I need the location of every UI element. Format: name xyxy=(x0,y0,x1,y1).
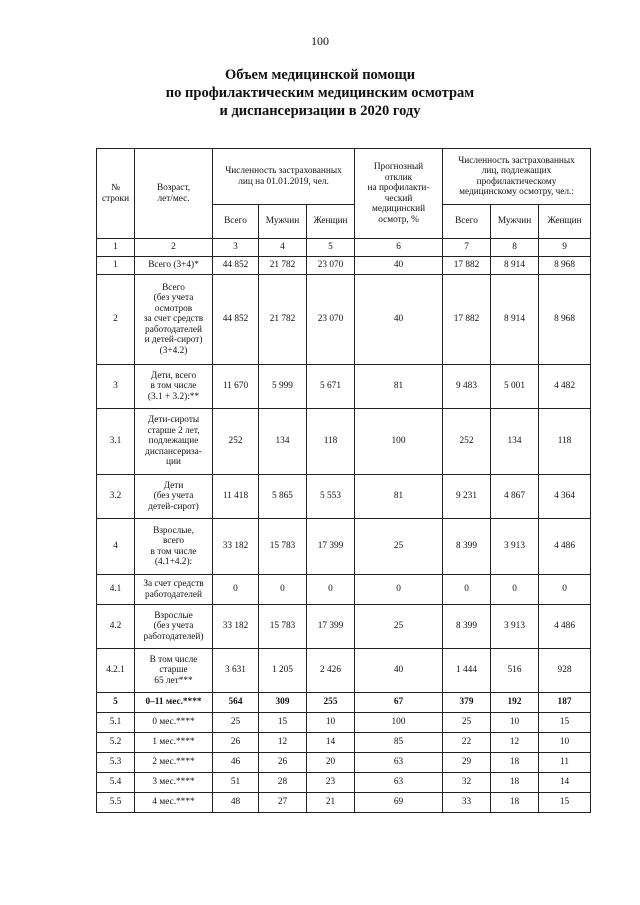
age-cell: 0–11 мес.**** xyxy=(135,693,213,713)
subject-total-cell: 9 483 xyxy=(443,365,491,409)
insured-total-cell: 564 xyxy=(213,693,259,713)
page-number: 100 xyxy=(311,34,329,48)
insured-total-cell: 3 631 xyxy=(213,649,259,693)
subject-women-cell: 4 486 xyxy=(539,605,591,649)
subject-women-cell: 15 xyxy=(539,793,591,813)
subject-men-cell: 3 913 xyxy=(491,519,539,575)
subject-men-cell: 516 xyxy=(491,649,539,693)
insured-total-cell: 33 182 xyxy=(213,519,259,575)
subject-total-cell: 8 399 xyxy=(443,519,491,575)
row-number-cell: 5.3 xyxy=(97,753,135,773)
insured-men-cell: 134 xyxy=(259,409,307,475)
insured-men-cell: 15 783 xyxy=(259,605,307,649)
forecast-cell: 85 xyxy=(355,733,443,753)
subject-men-cell: 18 xyxy=(491,773,539,793)
insured-men-cell: 12 xyxy=(259,733,307,753)
column-number-row xyxy=(97,239,591,257)
subject-men-cell: 10 xyxy=(491,713,539,733)
insured-total-cell: 51 xyxy=(213,773,259,793)
insured-total-cell: 252 xyxy=(213,409,259,475)
insured-women-cell: 14 xyxy=(307,733,355,753)
insured-women-cell: 5 553 xyxy=(307,475,355,519)
age-cell: Дети-сироты старше 2 лет, подлежащие диспансериза- ции xyxy=(135,409,213,475)
age-cell: 0 мес.**** xyxy=(135,713,213,733)
subject-men-cell: 0 xyxy=(491,575,539,605)
medical-volume-table xyxy=(96,148,591,813)
header-subject-women: Женщин xyxy=(539,205,591,239)
row-number-cell: 3.2 xyxy=(97,475,135,519)
column-number: 4 xyxy=(259,239,307,257)
age-cell: За счет средств работодателей xyxy=(135,575,213,605)
table-row xyxy=(97,753,591,773)
subject-total-cell: 25 xyxy=(443,713,491,733)
table-row xyxy=(97,649,591,693)
row-number-cell: 5.5 xyxy=(97,793,135,813)
insured-total-cell: 46 xyxy=(213,753,259,773)
table-row xyxy=(97,605,591,649)
column-number: 2 xyxy=(135,239,213,257)
header-row-1 xyxy=(97,149,591,205)
subject-women-cell: 14 xyxy=(539,773,591,793)
subject-men-cell: 18 xyxy=(491,793,539,813)
table-row xyxy=(97,275,591,365)
column-number: 5 xyxy=(307,239,355,257)
age-cell: Дети (без учета детей-сирот) xyxy=(135,475,213,519)
insured-total-cell: 0 xyxy=(213,575,259,605)
insured-women-cell: 5 671 xyxy=(307,365,355,409)
row-number-cell: 4.1 xyxy=(97,575,135,605)
insured-men-cell: 0 xyxy=(259,575,307,605)
insured-women-cell: 118 xyxy=(307,409,355,475)
subject-women-cell: 15 xyxy=(539,713,591,733)
subject-women-cell: 8 968 xyxy=(539,257,591,275)
forecast-cell: 81 xyxy=(355,365,443,409)
header-age: Возраст, лет/мес. xyxy=(135,149,213,239)
insured-men-cell: 27 xyxy=(259,793,307,813)
forecast-cell: 25 xyxy=(355,605,443,649)
insured-women-cell: 17 399 xyxy=(307,519,355,575)
table-row xyxy=(97,773,591,793)
insured-women-cell: 23 070 xyxy=(307,275,355,365)
column-number: 3 xyxy=(213,239,259,257)
subject-women-cell: 11 xyxy=(539,753,591,773)
document-title xyxy=(0,66,640,120)
insured-men-cell: 5 865 xyxy=(259,475,307,519)
header-forecast-response: Прогнозный отклик на профилакти- ческий медицинский осмотр, % xyxy=(355,149,443,239)
header-insured-total: Всего xyxy=(213,205,259,239)
subject-total-cell: 17 882 xyxy=(443,257,491,275)
insured-men-cell: 1 205 xyxy=(259,649,307,693)
row-number-cell: 5.4 xyxy=(97,773,135,793)
column-number: 9 xyxy=(539,239,591,257)
subject-women-cell: 4 482 xyxy=(539,365,591,409)
forecast-cell: 67 xyxy=(355,693,443,713)
column-number: 7 xyxy=(443,239,491,257)
row-number-cell: 4.2.1 xyxy=(97,649,135,693)
insured-men-cell: 15 xyxy=(259,713,307,733)
subject-men-cell: 4 867 xyxy=(491,475,539,519)
insured-women-cell: 23 070 xyxy=(307,257,355,275)
table-row xyxy=(97,475,591,519)
subject-total-cell: 22 xyxy=(443,733,491,753)
row-number-cell: 4 xyxy=(97,519,135,575)
header-insured-group: Численность застрахованных лиц на 01.01.2019, чел. xyxy=(213,149,355,205)
insured-women-cell: 255 xyxy=(307,693,355,713)
age-cell: 3 мес.**** xyxy=(135,773,213,793)
insured-men-cell: 28 xyxy=(259,773,307,793)
forecast-cell: 25 xyxy=(355,519,443,575)
subject-women-cell: 0 xyxy=(539,575,591,605)
table-row xyxy=(97,693,591,713)
table-row xyxy=(97,519,591,575)
insured-men-cell: 26 xyxy=(259,753,307,773)
forecast-cell: 40 xyxy=(355,275,443,365)
subject-men-cell: 3 913 xyxy=(491,605,539,649)
row-number-cell: 4.2 xyxy=(97,605,135,649)
subject-women-cell: 10 xyxy=(539,733,591,753)
insured-total-cell: 25 xyxy=(213,713,259,733)
insured-women-cell: 23 xyxy=(307,773,355,793)
insured-total-cell: 48 xyxy=(213,793,259,813)
insured-women-cell: 17 399 xyxy=(307,605,355,649)
forecast-cell: 81 xyxy=(355,475,443,519)
table-body xyxy=(97,257,591,813)
insured-total-cell: 11 670 xyxy=(213,365,259,409)
forecast-cell: 0 xyxy=(355,575,443,605)
forecast-cell: 100 xyxy=(355,713,443,733)
age-cell: Дети, всего в том числе (3.1 + 3.2):** xyxy=(135,365,213,409)
subject-total-cell: 32 xyxy=(443,773,491,793)
age-cell: Всего (без учета осмотров за счет средств работодателей и детей-сирот) (3+4.2) xyxy=(135,275,213,365)
subject-men-cell: 192 xyxy=(491,693,539,713)
subject-men-cell: 5 001 xyxy=(491,365,539,409)
title-line-2: по профилактическим медицинским осмотрам xyxy=(165,85,475,101)
age-cell: В том числе старше 65 лет*** xyxy=(135,649,213,693)
row-number-cell: 3.1 xyxy=(97,409,135,475)
insured-total-cell: 44 852 xyxy=(213,257,259,275)
insured-women-cell: 10 xyxy=(307,713,355,733)
insured-men-cell: 21 782 xyxy=(259,275,307,365)
age-cell: 1 мес.**** xyxy=(135,733,213,753)
table-row xyxy=(97,365,591,409)
header-subject-men: Мужчин xyxy=(491,205,539,239)
subject-men-cell: 12 xyxy=(491,733,539,753)
subject-women-cell: 4 486 xyxy=(539,519,591,575)
row-number-cell: 1 xyxy=(97,257,135,275)
subject-men-cell: 8 914 xyxy=(491,257,539,275)
column-number: 8 xyxy=(491,239,539,257)
column-number: 6 xyxy=(355,239,443,257)
header-subject-total: Всего xyxy=(443,205,491,239)
insured-total-cell: 11 418 xyxy=(213,475,259,519)
subject-total-cell: 252 xyxy=(443,409,491,475)
row-number-cell: 5.2 xyxy=(97,733,135,753)
forecast-cell: 63 xyxy=(355,773,443,793)
row-number-cell: 5.1 xyxy=(97,713,135,733)
insured-women-cell: 0 xyxy=(307,575,355,605)
subject-women-cell: 928 xyxy=(539,649,591,693)
table-row xyxy=(97,733,591,753)
age-cell: Всего (3+4)* xyxy=(135,257,213,275)
subject-total-cell: 9 231 xyxy=(443,475,491,519)
header-subject-group: Численность застрахованных лиц, подлежащих профилактическому медицинскому осмотру, чел.: xyxy=(443,149,591,205)
subject-total-cell: 8 399 xyxy=(443,605,491,649)
subject-women-cell: 8 968 xyxy=(539,275,591,365)
subject-total-cell: 379 xyxy=(443,693,491,713)
insured-women-cell: 20 xyxy=(307,753,355,773)
insured-total-cell: 44 852 xyxy=(213,275,259,365)
title-line-3: и диспансеризации в 2020 году xyxy=(219,103,421,119)
subject-total-cell: 0 xyxy=(443,575,491,605)
table-row xyxy=(97,257,591,275)
insured-total-cell: 26 xyxy=(213,733,259,753)
forecast-cell: 100 xyxy=(355,409,443,475)
forecast-cell: 40 xyxy=(355,257,443,275)
subject-total-cell: 17 882 xyxy=(443,275,491,365)
age-cell: 4 мес.**** xyxy=(135,793,213,813)
table-row xyxy=(97,409,591,475)
subject-total-cell: 33 xyxy=(443,793,491,813)
subject-women-cell: 118 xyxy=(539,409,591,475)
insured-women-cell: 21 xyxy=(307,793,355,813)
insured-total-cell: 33 182 xyxy=(213,605,259,649)
subject-total-cell: 29 xyxy=(443,753,491,773)
forecast-cell: 63 xyxy=(355,753,443,773)
subject-total-cell: 1 444 xyxy=(443,649,491,693)
insured-women-cell: 2 426 xyxy=(307,649,355,693)
subject-women-cell: 4 364 xyxy=(539,475,591,519)
insured-men-cell: 309 xyxy=(259,693,307,713)
title-line-1: Объем медицинской помощи xyxy=(224,67,416,83)
column-number: 1 xyxy=(97,239,135,257)
row-number-cell: 2 xyxy=(97,275,135,365)
header-insured-women: Женщин xyxy=(307,205,355,239)
header-insured-men: Мужчин xyxy=(259,205,307,239)
age-cell: Взрослые (без учета работодателей) xyxy=(135,605,213,649)
age-cell: 2 мес.**** xyxy=(135,753,213,773)
age-cell: Взрослые, всего в том числе (4.1+4.2): xyxy=(135,519,213,575)
subject-women-cell: 187 xyxy=(539,693,591,713)
insured-men-cell: 15 783 xyxy=(259,519,307,575)
subject-men-cell: 18 xyxy=(491,753,539,773)
subject-men-cell: 134 xyxy=(491,409,539,475)
forecast-cell: 40 xyxy=(355,649,443,693)
subject-men-cell: 8 914 xyxy=(491,275,539,365)
header-row-number: № строки xyxy=(97,149,135,239)
row-number-cell: 3 xyxy=(97,365,135,409)
insured-men-cell: 21 782 xyxy=(259,257,307,275)
forecast-cell: 69 xyxy=(355,793,443,813)
row-number-cell: 5 xyxy=(97,693,135,713)
table-row xyxy=(97,713,591,733)
table-row xyxy=(97,793,591,813)
table-row xyxy=(97,575,591,605)
insured-men-cell: 5 999 xyxy=(259,365,307,409)
